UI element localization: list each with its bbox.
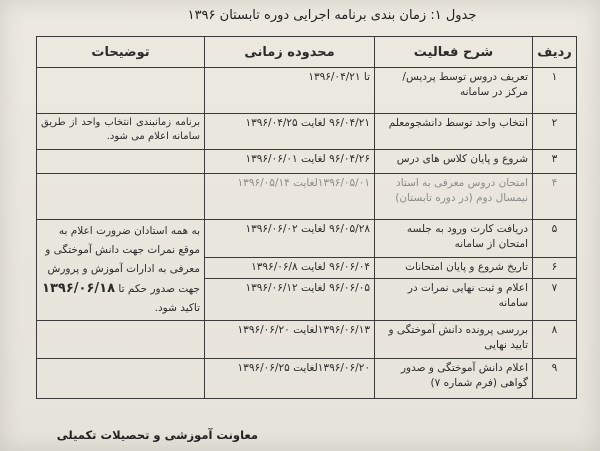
row-number: ۶ <box>533 258 577 278</box>
period-cell: ۹۶/۰۴/۲۱ لغایت ۱۳۹۶/۰۴/۲۵ <box>205 114 375 150</box>
header-period: محدوده زمانی <box>205 37 375 68</box>
table-row <box>37 68 577 114</box>
notes-cell-empty <box>37 321 205 359</box>
activity-cell: اعلام دانش آموختگی و صدور گواهی (فرم شماره ۷) <box>375 359 533 399</box>
notes-cell-registration: برنامه زمانبندی انتخاب واحد از طریق سامانه اعلام می شود. <box>37 114 205 150</box>
notes-cell-empty <box>37 68 205 114</box>
table-caption: جدول ۱: زمان بندی برنامه اجرایی دوره تابستان ۱۳۹۶ <box>187 8 477 23</box>
row-number: ۵ <box>533 220 577 258</box>
activity-cell: تعریف دروس توسط پردیس/ مرکز در سامانه <box>375 68 533 114</box>
notes-cell-empty <box>37 359 205 399</box>
table-row <box>37 321 577 359</box>
period-cell: ۱۳۹۶/۰۶/۲۰لغایت ۱۳۹۶/۰۶/۲۵ <box>205 359 375 399</box>
period-cell: ۹۶/۰۶/۰۴ لغایت ۱۳۹۶/۰۶/۸ <box>205 258 375 278</box>
period-cell: ۹۶/۰۵/۲۸ لغایت ۱۳۹۶/۰۶/۰۲ <box>205 220 375 258</box>
header-activity: شرح فعالیت <box>375 37 533 68</box>
activity-cell: شروع و پایان کلاس های درس <box>375 150 533 174</box>
table-row <box>37 114 577 150</box>
grades-note-text: به همه استادان ضرورت اعلام به موقع نمرات جهت دانش آموختگی و معرفی به ادارات آموزش و پرورش جهت صدور حکم تا <box>45 225 200 295</box>
row-number: ۳ <box>533 150 577 174</box>
grades-note-date: ۱۳۹۶/۰۶/۱۸ <box>42 281 116 296</box>
row-number: ۱ <box>533 68 577 114</box>
row-number: ۸ <box>533 321 577 359</box>
activity-cell: دریافت کارت ورود به جلسه امتحان از سامانه <box>375 220 533 258</box>
period-cell: ۹۶/۰۶/۰۵ لغایت ۱۳۹۶/۰۶/۱۲ <box>205 278 375 320</box>
grades-note-tail: تاکید شود. <box>154 302 200 314</box>
table-header-row <box>37 37 577 68</box>
schedule-table <box>36 36 577 399</box>
activity-cell: اعلام و ثبت نهایی نمرات در سامانه <box>375 278 533 320</box>
period-cell: ۱۳۹۶/۰۵/۰۱لغایت ۱۳۹۶/۰۵/۱۴ <box>205 174 375 220</box>
notes-cell-grades <box>37 220 205 321</box>
activity-cell: انتخاب واحد توسط دانشجومعلم <box>375 114 533 150</box>
activity-cell: امتحان دروس معرفی به استاد نیمسال دوم (در دوره تابستان) <box>375 174 533 220</box>
notes-cell-empty <box>37 174 205 220</box>
period-cell: ۱۳۹۶/۰۶/۱۳لغایت ۱۳۹۶/۰۶/۲۰ <box>205 321 375 359</box>
row-number: ۲ <box>533 114 577 150</box>
header-notes: توضیحات <box>37 37 205 68</box>
activity-cell: بررسی پرونده دانش آموختگی و تایید نهایی <box>375 321 533 359</box>
footer-signature: معاونت آموزشی و تحصیلات تکمیلی <box>56 428 258 442</box>
table-row <box>37 174 577 220</box>
table-row <box>37 359 577 399</box>
row-number: ۷ <box>533 278 577 320</box>
row-number: ۴ <box>533 174 577 220</box>
table-row <box>37 220 577 258</box>
row-number: ۹ <box>533 359 577 399</box>
table-row <box>37 150 577 174</box>
notes-cell-empty <box>37 150 205 174</box>
activity-cell: تاریخ شروع و پایان امتحانات <box>375 258 533 278</box>
period-cell: تا ۱۳۹۶/۰۴/۲۱ <box>205 68 375 114</box>
header-row-number: ردیف <box>533 37 577 68</box>
period-cell: ۹۶/۰۴/۲۶ لغایت ۱۳۹۶/۰۶/۰۱ <box>205 150 375 174</box>
